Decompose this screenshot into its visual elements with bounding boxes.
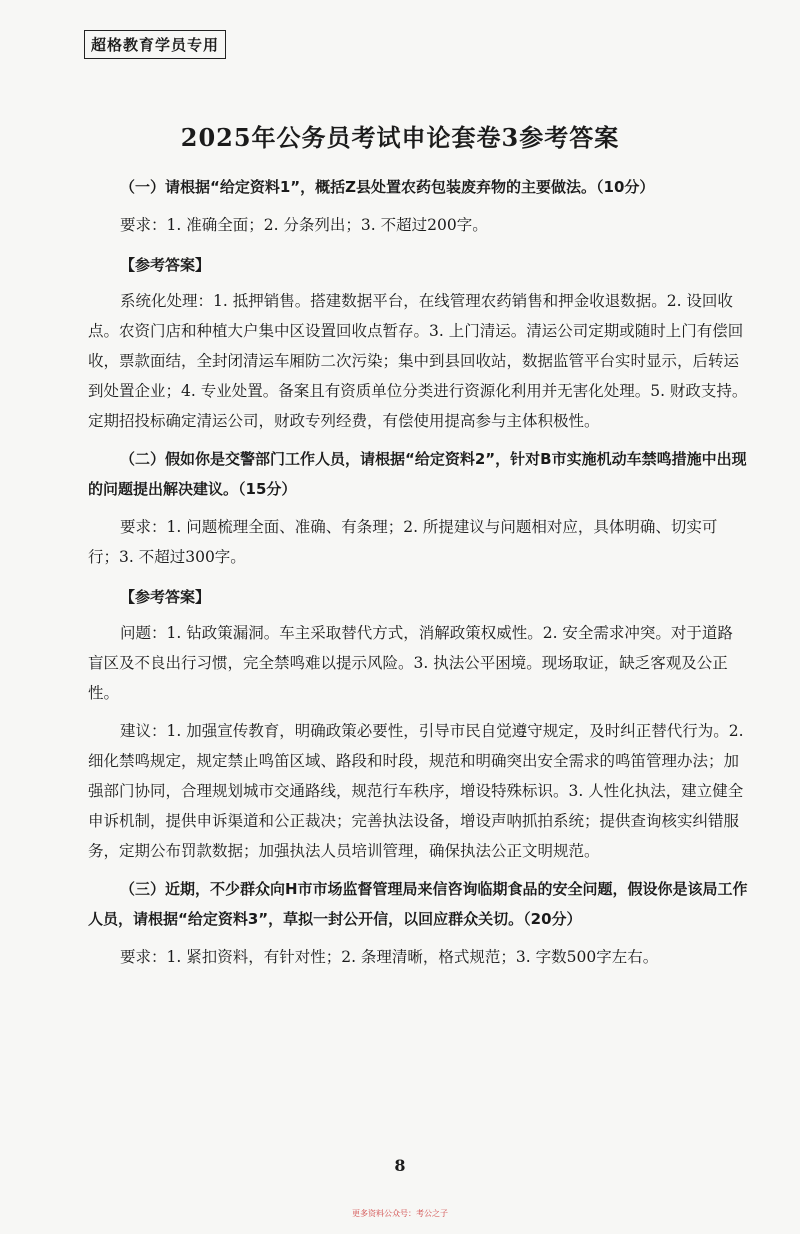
document-title: 2025年公务员考试申论套卷3参考答案	[180, 123, 620, 152]
question-1: （一）请根据“给定资料1”，概括Z县处置农药包装废弃物的主要做法。（10分）	[120, 178, 655, 196]
answer-2-problems: 问题：1. 钻政策漏洞。车主采取替代方式，消解政策权威性。2. 安全需求冲突。对于道路盲区及不良出行习惯，完全禁鸣难以提示风险。3. 执法公平困境。现场取证，缺乏客观及公正性。	[88, 624, 733, 702]
question-3: （三）近期，不少群众向H市市场监督管理局来信咨询临期食品的安全问题，假设你是该局工作人员，请根据“给定资料3”，草拟一封公开信，以回应群众关切。（20分）	[88, 880, 748, 928]
question-2: （二）假如你是交警部门工作人员，请根据“给定资料2”，针对B市实施机动车禁鸣措施中出现的问题提出解决建议。（15分）	[88, 450, 747, 498]
student-stamp: 超格教育学员专用	[84, 30, 226, 59]
answer-2-suggestions: 建议：1. 加强宣传教育，明确政策必要性，引导市民自觉遵守规定，及时纠正替代行为。2. 细化禁鸣规定，规定禁止鸣笛区域、路段和时段，规范和明确突出安全需求的鸣笛管理办法；加强部门协同，合理规划城市交通路线，规范行车秩序，增设特殊标识。3. 人性化执法，建立健全申诉机制，提供申诉渠道和公正裁决；完善执法设备，增设声呐抓拍系统；提供查询核实纠错服务，定期公布罚款数据；加强执法人员培训管理，确保执法公正文明规范。	[88, 722, 744, 860]
answer-heading-1: 【参考答案】	[120, 256, 211, 274]
answer-heading-2: 【参考答案】	[120, 588, 211, 606]
answer-1-paragraph: 系统化处理：1. 抵押销售。搭建数据平台，在线管理农药销售和押金收退数据。2. 设回收点。农资门店和种植大户集中区设置回收点暂存。3. 上门清运。清运公司定期或随时上门有偿回收，票款面结，全封闭清运车厢防二次污染；集中到县回收站，数据监管平台实时显示，后转运到处置企业；4. 专业处置。备案且有资质单位分类进行资源化利用并无害化处理。5. 财政支持。定期招投标确定清运公司，财政专列经费，有偿使用提高参与主体积极性。	[88, 292, 748, 430]
requirement-1: 要求：1. 准确全面；2. 分条列出；3. 不超过200字。	[120, 216, 488, 234]
document-content	[88, 172, 748, 972]
requirement-2: 要求：1. 问题梳理全面、准确、有条理；2. 所提建议与问题相对应，具体明确、切实可行；3. 不超过300字。	[88, 518, 718, 566]
requirement-3: 要求：1. 紧扣资料，有针对性；2. 条理清晰，格式规范；3. 字数500字左右。	[120, 948, 659, 966]
footer-watermark: 更多资料公众号：考公之子	[352, 1209, 448, 1218]
page-number: 8	[394, 1156, 406, 1175]
